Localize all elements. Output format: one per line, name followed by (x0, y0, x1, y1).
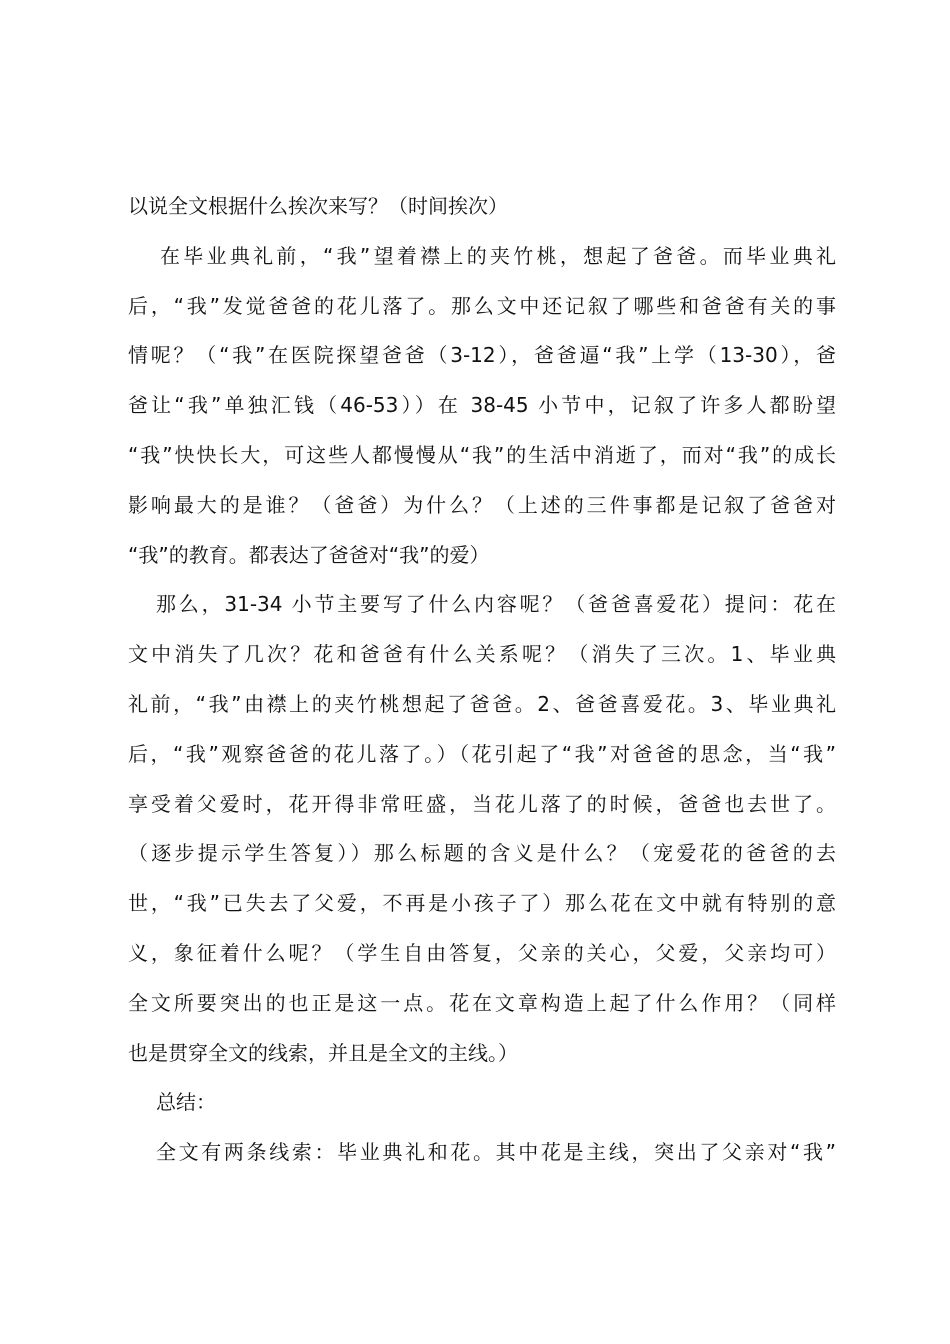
text-line: 也是贯穿全文的线索，并且是全文的主线。） (128, 1040, 518, 1065)
text-line: 义，象征着什么呢？（学生自由答复，父亲的关心，父爱，父亲均可） (128, 940, 836, 965)
text-line: “我”的教育。都表达了爸爸对“我”的爱） (128, 542, 490, 567)
text-line: （逐步提示学生答复））那么标题的含义是什么？（宠爱花的爸爸的去 (128, 841, 836, 866)
document-page (128, 182, 836, 1178)
text-line: 在毕业典礼前，“我”望着襟上的夹竹桃，想起了爸爸。而毕业典礼 (160, 243, 836, 268)
text-line: 世，“我”已失去了父爱，不再是小孩子了）那么花在文中就有特别的意 (128, 891, 836, 916)
text-line: 那么，31-34 小节主要写了什么内容呢？（爸爸喜爱花）提问：花在 (156, 592, 836, 617)
text-line: 后，“我”观察爸爸的花儿落了。）（花引起了“我”对爸爸的思念，当“我” (128, 741, 836, 766)
text-line: 文中消失了几次？花和爸爸有什么关系呢？（消失了三次。1、毕业典 (128, 642, 836, 667)
text-line: 以说全文根据什么挨次来写？（时间挨次） (128, 194, 508, 218)
text-line: 爸让“我”单独汇钱（46-53））在 38-45 小节中，记叙了许多人都盼望 (128, 393, 836, 418)
text-line: 后，“我”发觉爸爸的花儿落了。那么文中还记叙了哪些和爸爸有关的事 (128, 293, 836, 318)
section-heading: 总结： (156, 1090, 216, 1115)
text-line: 享受着父爱时，花开得非常旺盛，当花儿落了的时候，爸爸也去世了。 (128, 791, 836, 816)
text-line: 全文所要突出的也正是这一点。花在文章构造上起了什么作用？（同样 (128, 990, 836, 1015)
text-line: 情呢？（“我”在医院探望爸爸（3-12），爸爸逼“我”上学（13-30），爸 (128, 343, 836, 368)
text-line: 影响最大的是谁？（爸爸）为什么？（上述的三件事都是记叙了爸爸对 (128, 492, 836, 517)
text-line: “我”快快长大，可这些人都慢慢从“我”的生活中消逝了，而对“我”的成长 (128, 442, 836, 467)
text-line: 礼前，“我”由襟上的夹竹桃想起了爸爸。2、爸爸喜爱花。3、毕业典礼 (128, 691, 836, 716)
text-line: 全文有两条线索：毕业典礼和花。其中花是主线，突出了父亲对“我” (156, 1140, 836, 1165)
